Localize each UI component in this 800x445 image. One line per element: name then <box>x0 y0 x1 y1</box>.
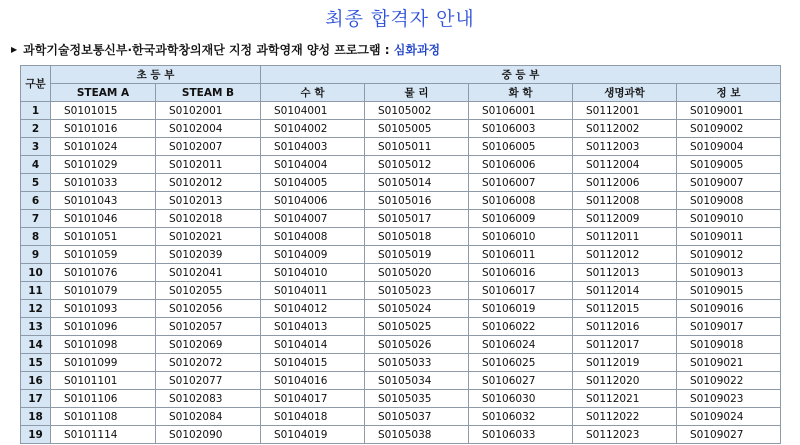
applicant-id-cell: S0101015 <box>51 102 156 120</box>
applicant-id-cell: S0101016 <box>51 120 156 138</box>
row-number-cell: 16 <box>21 372 51 390</box>
column-header: 생명과학 <box>573 84 677 102</box>
row-number-cell: 9 <box>21 246 51 264</box>
table-row <box>21 282 781 300</box>
applicant-id-cell: S0112014 <box>573 282 677 300</box>
applicant-id-cell: S0112009 <box>573 210 677 228</box>
applicant-id-cell: S0102018 <box>156 210 261 228</box>
program-title: 과학기술정보통신부·한국과학창의재단 지정 과학영재 양성 프로그램 : <box>23 43 394 57</box>
applicant-id-cell: S0101024 <box>51 138 156 156</box>
applicant-id-cell: S0109016 <box>677 300 781 318</box>
applicant-id-cell: S0104008 <box>261 228 365 246</box>
applicant-id-cell: S0101114 <box>51 426 156 444</box>
applicant-id-cell: S0109022 <box>677 372 781 390</box>
applicant-id-cell: S0104010 <box>261 264 365 282</box>
group-header-middle: 중 등 부 <box>261 66 781 84</box>
row-number-cell: 4 <box>21 156 51 174</box>
table-row <box>21 354 781 372</box>
applicant-id-cell: S0102011 <box>156 156 261 174</box>
applicant-id-cell: S0104011 <box>261 282 365 300</box>
applicant-id-cell: S0101033 <box>51 174 156 192</box>
applicant-id-cell: S0104014 <box>261 336 365 354</box>
table-row <box>21 336 781 354</box>
applicant-id-cell: S0104015 <box>261 354 365 372</box>
applicant-id-cell: S0101108 <box>51 408 156 426</box>
row-number-cell: 5 <box>21 174 51 192</box>
applicant-id-cell: S0104004 <box>261 156 365 174</box>
applicant-id-cell: S0105025 <box>365 318 469 336</box>
applicant-id-cell: S0105034 <box>365 372 469 390</box>
applicant-id-cell: S0102055 <box>156 282 261 300</box>
row-number-cell: 18 <box>21 408 51 426</box>
applicant-id-cell: S0102056 <box>156 300 261 318</box>
applicant-id-cell: S0106009 <box>469 210 573 228</box>
applicant-id-cell: S0106008 <box>469 192 573 210</box>
applicant-id-cell: S0101101 <box>51 372 156 390</box>
group-header-row <box>21 66 781 84</box>
applicant-id-cell: S0101098 <box>51 336 156 354</box>
applicant-id-cell: S0101079 <box>51 282 156 300</box>
applicant-id-cell: S0106007 <box>469 174 573 192</box>
row-number-cell: 8 <box>21 228 51 246</box>
applicant-id-cell: S0102004 <box>156 120 261 138</box>
row-number-cell: 2 <box>21 120 51 138</box>
applicant-id-cell: S0101046 <box>51 210 156 228</box>
table-row <box>21 264 781 282</box>
table-row <box>21 426 781 444</box>
applicant-id-cell: S0104017 <box>261 390 365 408</box>
applicant-id-cell: S0104007 <box>261 210 365 228</box>
applicant-id-cell: S0106006 <box>469 156 573 174</box>
table-row <box>21 408 781 426</box>
applicant-id-cell: S0102090 <box>156 426 261 444</box>
applicant-id-cell: S0104001 <box>261 102 365 120</box>
applicant-id-cell: S0105038 <box>365 426 469 444</box>
column-header: STEAM A <box>51 84 156 102</box>
applicant-id-cell: S0112015 <box>573 300 677 318</box>
applicant-id-cell: S0112006 <box>573 174 677 192</box>
applicant-id-cell: S0101043 <box>51 192 156 210</box>
applicant-id-cell: S0105002 <box>365 102 469 120</box>
applicant-id-cell: S0109012 <box>677 246 781 264</box>
applicant-id-cell: S0112022 <box>573 408 677 426</box>
table-row <box>21 192 781 210</box>
column-header: 정 보 <box>677 84 781 102</box>
applicant-id-cell: S0112013 <box>573 264 677 282</box>
program-course: 심화과정 <box>393 43 441 57</box>
applicant-id-cell: S0106017 <box>469 282 573 300</box>
applicant-id-cell: S0106016 <box>469 264 573 282</box>
applicant-id-cell: S0105037 <box>365 408 469 426</box>
applicant-id-cell: S0105026 <box>365 336 469 354</box>
applicant-id-cell: S0106033 <box>469 426 573 444</box>
table-row <box>21 228 781 246</box>
row-number-cell: 10 <box>21 264 51 282</box>
row-number-cell: 14 <box>21 336 51 354</box>
applicant-id-cell: S0109024 <box>677 408 781 426</box>
applicant-id-cell: S0105019 <box>365 246 469 264</box>
applicant-id-cell: S0106005 <box>469 138 573 156</box>
applicant-id-cell: S0102069 <box>156 336 261 354</box>
applicant-id-cell: S0105024 <box>365 300 469 318</box>
page-title: 최종 합격자 안내 <box>325 8 475 30</box>
applicant-id-cell: S0109023 <box>677 390 781 408</box>
applicant-id-cell: S0105011 <box>365 138 469 156</box>
column-header-row <box>21 84 781 102</box>
table-row <box>21 102 781 120</box>
table-row <box>21 390 781 408</box>
row-number-cell: 15 <box>21 354 51 372</box>
row-number-cell: 19 <box>21 426 51 444</box>
row-number-cell: 3 <box>21 138 51 156</box>
table-row <box>21 156 781 174</box>
row-number-cell: 13 <box>21 318 51 336</box>
applicant-id-cell: S0105035 <box>365 390 469 408</box>
applicant-id-cell: S0101099 <box>51 354 156 372</box>
applicant-id-cell: S0109015 <box>677 282 781 300</box>
row-number-cell: 17 <box>21 390 51 408</box>
applicant-id-cell: S0106030 <box>469 390 573 408</box>
table-row <box>21 138 781 156</box>
applicant-id-cell: S0109002 <box>677 120 781 138</box>
applicant-id-cell: S0112003 <box>573 138 677 156</box>
applicant-id-cell: S0106010 <box>469 228 573 246</box>
applicant-id-cell: S0101096 <box>51 318 156 336</box>
applicant-id-cell: S0112008 <box>573 192 677 210</box>
column-header: STEAM B <box>156 84 261 102</box>
applicant-id-cell: S0105033 <box>365 354 469 372</box>
table-row <box>21 246 781 264</box>
applicant-id-cell: S0112004 <box>573 156 677 174</box>
applicant-id-cell: S0109013 <box>677 264 781 282</box>
applicant-id-cell: S0105014 <box>365 174 469 192</box>
group-header-elementary: 초 등 부 <box>51 66 261 84</box>
applicant-id-cell: S0105023 <box>365 282 469 300</box>
applicant-id-cell: S0102012 <box>156 174 261 192</box>
applicant-id-cell: S0109004 <box>677 138 781 156</box>
row-header-cell: 구분 <box>21 66 51 102</box>
applicant-id-cell: S0112002 <box>573 120 677 138</box>
applicant-id-cell: S0112011 <box>573 228 677 246</box>
applicant-id-cell: S0104002 <box>261 120 365 138</box>
applicant-id-cell: S0104012 <box>261 300 365 318</box>
applicant-id-cell: S0104013 <box>261 318 365 336</box>
applicant-id-cell: S0106027 <box>469 372 573 390</box>
applicant-id-cell: S0102013 <box>156 192 261 210</box>
applicant-id-cell: S0104019 <box>261 426 365 444</box>
applicant-id-cell: S0102057 <box>156 318 261 336</box>
applicant-id-cell: S0112019 <box>573 354 677 372</box>
applicant-id-cell: S0112001 <box>573 102 677 120</box>
applicant-id-cell: S0109005 <box>677 156 781 174</box>
column-header: 화 학 <box>469 84 573 102</box>
applicant-id-cell: S0105018 <box>365 228 469 246</box>
applicant-id-cell: S0102072 <box>156 354 261 372</box>
applicant-id-cell: S0109010 <box>677 210 781 228</box>
table-row <box>21 210 781 228</box>
applicant-id-cell: S0101076 <box>51 264 156 282</box>
applicant-id-cell: S0109021 <box>677 354 781 372</box>
applicant-id-cell: S0102083 <box>156 390 261 408</box>
applicant-id-cell: S0112021 <box>573 390 677 408</box>
table-row <box>21 300 781 318</box>
applicant-id-cell: S0102007 <box>156 138 261 156</box>
applicant-id-cell: S0112023 <box>573 426 677 444</box>
applicant-id-cell: S0102084 <box>156 408 261 426</box>
applicant-id-cell: S0104006 <box>261 192 365 210</box>
applicant-id-cell: S0106011 <box>469 246 573 264</box>
row-number-cell: 11 <box>21 282 51 300</box>
applicant-id-cell: S0106003 <box>469 120 573 138</box>
applicant-id-cell: S0109008 <box>677 192 781 210</box>
applicant-id-cell: S0101059 <box>51 246 156 264</box>
applicant-id-cell: S0102001 <box>156 102 261 120</box>
applicant-id-cell: S0109027 <box>677 426 781 444</box>
row-number-cell: 6 <box>21 192 51 210</box>
row-number-cell: 1 <box>21 102 51 120</box>
applicant-id-cell: S0109007 <box>677 174 781 192</box>
applicant-id-cell: S0112020 <box>573 372 677 390</box>
applicant-id-cell: S0105005 <box>365 120 469 138</box>
applicant-id-cell: S0102041 <box>156 264 261 282</box>
column-header: 물 리 <box>365 84 469 102</box>
applicant-id-cell: S0106022 <box>469 318 573 336</box>
applicant-id-cell: S0104009 <box>261 246 365 264</box>
applicant-id-cell: S0101093 <box>51 300 156 318</box>
row-number-cell: 12 <box>21 300 51 318</box>
applicant-id-cell: S0106032 <box>469 408 573 426</box>
applicant-id-cell: S0102077 <box>156 372 261 390</box>
applicant-id-cell: S0104005 <box>261 174 365 192</box>
applicant-id-cell: S0101051 <box>51 228 156 246</box>
applicant-id-cell: S0109018 <box>677 336 781 354</box>
applicant-id-cell: S0104003 <box>261 138 365 156</box>
table-body <box>21 102 781 444</box>
applicant-id-cell: S0109011 <box>677 228 781 246</box>
applicant-id-cell: S0101106 <box>51 390 156 408</box>
table-row <box>21 318 781 336</box>
results-table <box>20 65 781 444</box>
applicant-id-cell: S0112016 <box>573 318 677 336</box>
applicant-id-cell: S0105012 <box>365 156 469 174</box>
bullet-triangle-icon: ▶ <box>11 45 18 54</box>
applicant-id-cell: S0106019 <box>469 300 573 318</box>
applicant-id-cell: S0102021 <box>156 228 261 246</box>
applicant-id-cell: S0105020 <box>365 264 469 282</box>
table-row <box>21 174 781 192</box>
applicant-id-cell: S0106025 <box>469 354 573 372</box>
applicant-id-cell: S0106024 <box>469 336 573 354</box>
applicant-id-cell: S0109001 <box>677 102 781 120</box>
table-row <box>21 120 781 138</box>
applicant-id-cell: S0109017 <box>677 318 781 336</box>
applicant-id-cell: S0102039 <box>156 246 261 264</box>
applicant-id-cell: S0104018 <box>261 408 365 426</box>
applicant-id-cell: S0101029 <box>51 156 156 174</box>
applicant-id-cell: S0105016 <box>365 192 469 210</box>
applicant-id-cell: S0112012 <box>573 246 677 264</box>
applicant-id-cell: S0106001 <box>469 102 573 120</box>
applicant-id-cell: S0104016 <box>261 372 365 390</box>
table-row <box>21 372 781 390</box>
applicant-id-cell: S0105017 <box>365 210 469 228</box>
column-header: 수 학 <box>261 84 365 102</box>
row-number-cell: 7 <box>21 210 51 228</box>
program-line <box>11 41 440 58</box>
applicant-id-cell: S0112017 <box>573 336 677 354</box>
